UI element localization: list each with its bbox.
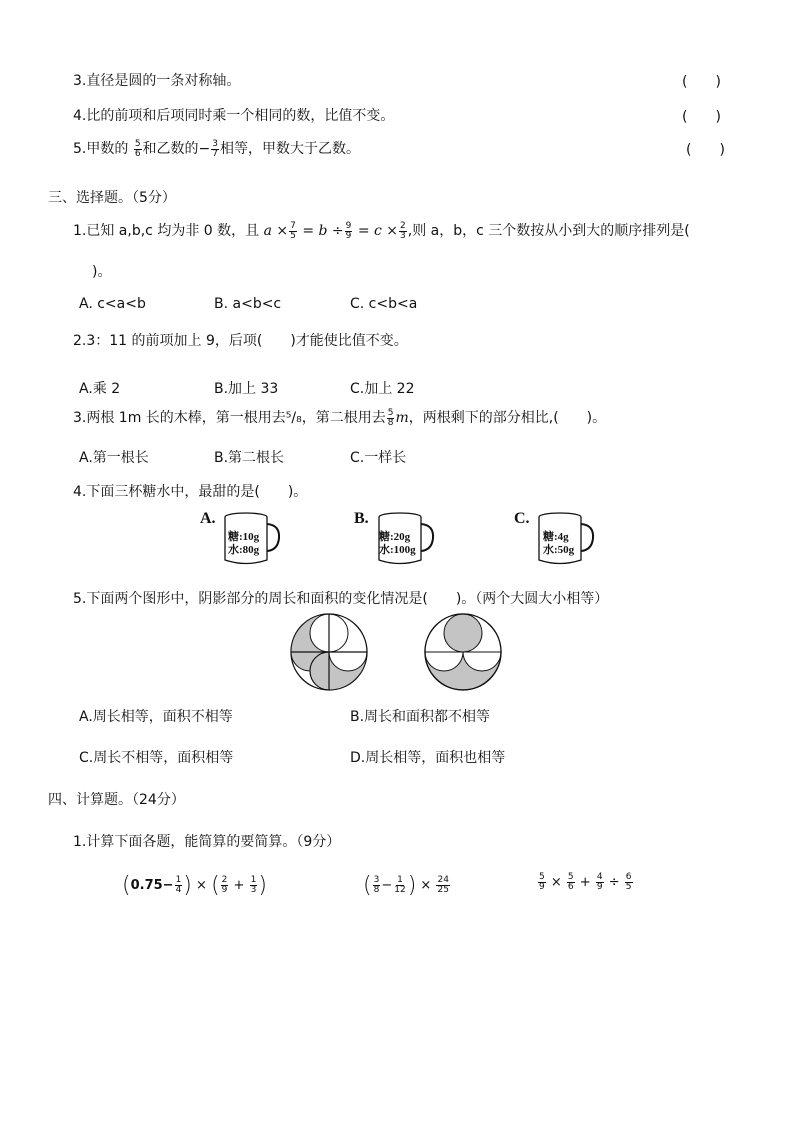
cup-c-text: 糖:4g 水:50g — [543, 531, 575, 556]
fraction: $\frac{1}{12}$ — [394, 875, 406, 895]
fraction: $\frac{9}{9}$ — [345, 220, 352, 241]
fraction: $\frac{5}{9}$ — [539, 872, 545, 892]
fraction: $\frac{3}{7}$ — [212, 138, 219, 159]
expression-1: (0.75− $\frac{1}{4}$ ) × ( $\frac{2}{9}$ + $\frac{1}{3}$ ) — [122, 873, 267, 898]
cup-b-label[interactable]: B. — [354, 510, 369, 527]
option-b[interactable]: B. a<b<c — [214, 296, 282, 312]
choice-q1-cont: )。 — [92, 264, 112, 280]
fraction: $\frac{24}{25}$ — [437, 875, 449, 895]
choice-q5: 5.下面两个图形中，阴影部分的周长和面积的变化情况是( )。（两个大圆大小相等） — [73, 591, 609, 607]
option-c[interactable]: C. c<b<a — [350, 296, 418, 312]
answer-paren[interactable]: ( ) — [682, 109, 721, 125]
fraction: $\frac{2}{3}$ — [400, 220, 406, 241]
option-c[interactable]: C.一样长 — [350, 450, 407, 466]
option-c[interactable]: C.周长不相等，面积相等 — [79, 750, 234, 766]
calc-q1: 1.计算下面各题，能简算的要简算。（9分） — [73, 834, 341, 850]
answer-paren[interactable]: ( ) — [686, 142, 725, 158]
fraction: $\frac{4}{9}$ — [596, 872, 603, 892]
fraction: $\frac{7}{5}$ — [290, 220, 296, 241]
fraction: $\frac{6}{5}$ — [625, 872, 632, 892]
cup-b-text: 糖:20g 水:100g — [379, 531, 416, 556]
cup-a-text: 糖:10g 水:80g — [228, 531, 260, 556]
circle-figure-right — [423, 612, 503, 692]
fraction: $\frac{3}{8}$ — [373, 875, 380, 895]
fraction: $\frac{2}{9}$ — [221, 875, 228, 895]
judge-q3: 3.直径是圆的一条对称轴。 — [73, 73, 241, 89]
option-a[interactable]: A. c<a<b — [79, 296, 146, 312]
fraction: $\frac{5}{6}$ — [134, 138, 141, 159]
judge-q4: 4.比的前项和后项同时乘一个相同的数，比值不变。 — [73, 108, 395, 124]
expression-2: ( $\frac{3}{8}$ − $\frac{1}{12}$ ) × $\frac{24}{25}$ — [363, 873, 449, 898]
fraction: $\frac{1}{4}$ — [175, 875, 182, 895]
judge-q5: 5.甲数的 $\frac{5}{6}$ 和乙数的− $\frac{3}{7}$ 相等，甲数大于乙数。 — [73, 138, 361, 159]
option-a[interactable]: A.第一根长 — [79, 450, 149, 466]
option-a[interactable]: A.周长相等，面积不相等 — [79, 709, 233, 725]
fraction: $\frac{5}{8}$ — [387, 407, 394, 428]
option-b[interactable]: B.第二根长 — [214, 450, 285, 466]
option-a[interactable]: A.乘 2 — [79, 381, 121, 397]
choice-q3: 3.两根 1m 长的木棒，第一根用去⁵/₈，第二根用去 $\frac{5}{8}$ m，两根剩下的部分相比,( )。 — [73, 407, 607, 428]
choice-q4: 4.下面三杯糖水中，最甜的是( )。 — [73, 484, 308, 500]
cup-c-label[interactable]: C. — [514, 510, 530, 527]
fraction: $\frac{1}{3}$ — [250, 875, 257, 895]
option-d[interactable]: D.周长相等，面积也相等 — [350, 750, 506, 766]
answer-paren[interactable]: ( ) — [682, 74, 721, 90]
cup-a-label[interactable]: A. — [200, 510, 216, 527]
choice-q1: 1.已知 a,b,c 均为非 0 数，且 a × $\frac{7}{5}$ = b ÷ $\frac{9}{9}$ = c × $\frac{2}{3}$ ,则 a，b，c 三个数按从小到大的顺序排列是( — [73, 220, 690, 241]
section3-title: 三、选择题。（5分） — [48, 190, 176, 206]
section4-title: 四、计算题。（24分） — [48, 792, 185, 808]
fraction: $\frac{5}{6}$ — [567, 872, 574, 892]
option-b[interactable]: B.周长和面积都不相等 — [350, 709, 491, 725]
choice-q2: 2.3：11 的前项加上 9，后项( )才能使比值不变。 — [73, 333, 408, 349]
expression-3: $\frac{5}{9}$ × $\frac{5}{6}$ + $\frac{4}{9}$ ÷ $\frac{6}{5}$ — [539, 872, 632, 892]
option-b[interactable]: B.加上 33 — [214, 381, 279, 397]
circle-figure-left — [289, 612, 369, 692]
option-c[interactable]: C.加上 22 — [350, 381, 415, 397]
